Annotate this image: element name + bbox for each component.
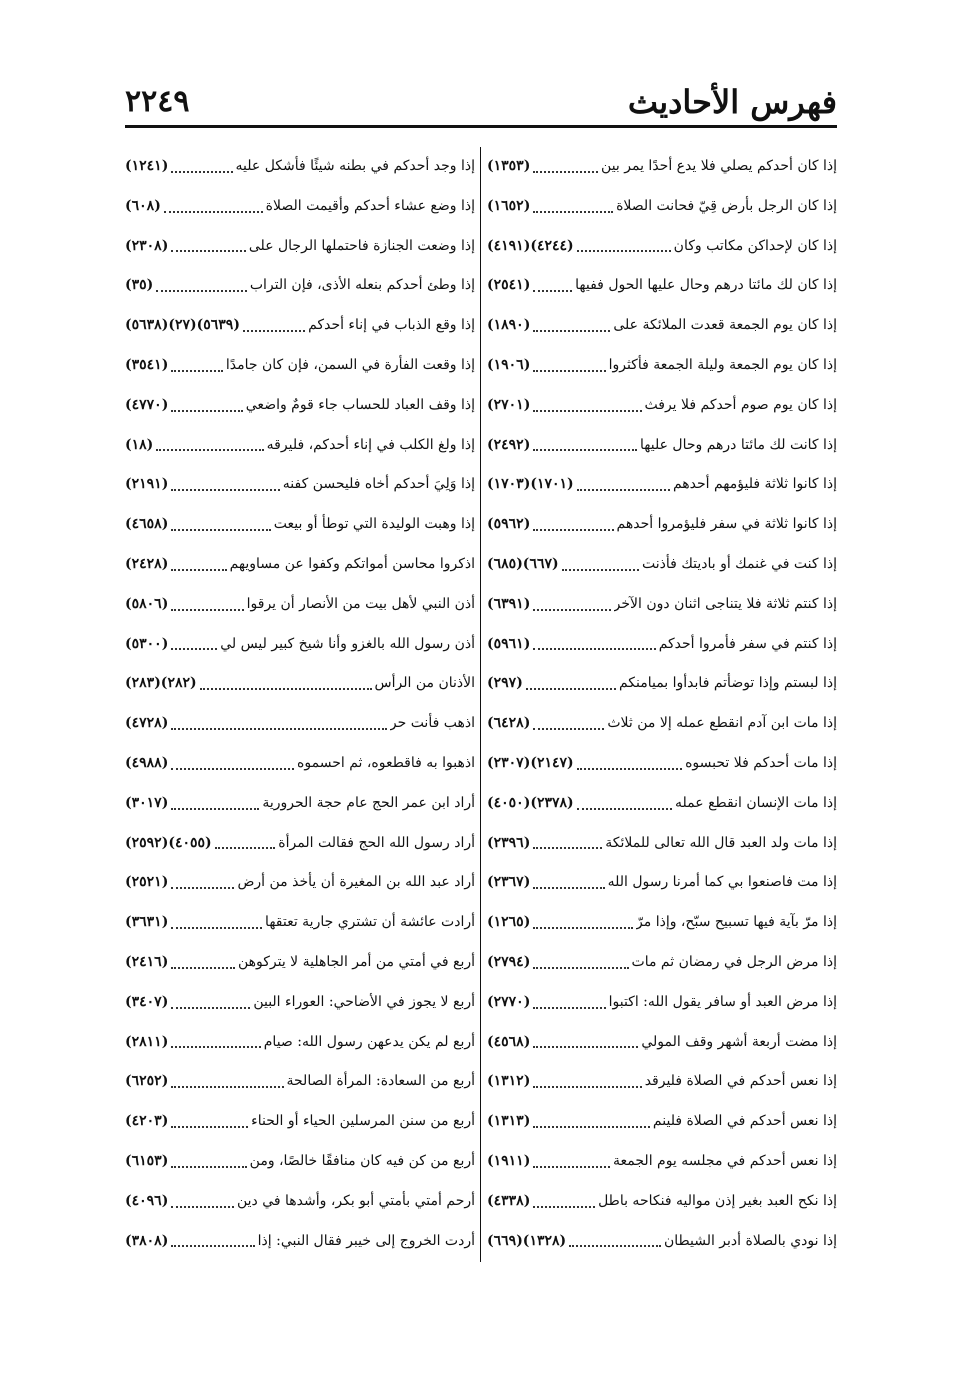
index-entry <box>487 625 837 665</box>
dot-leader <box>533 1086 641 1088</box>
index-entry <box>125 1142 475 1182</box>
index-entry <box>125 704 475 744</box>
hadith-text: اذهبوا به فاقطعوه، ثم احسموه <box>297 754 475 771</box>
hadith-reference-number: (٢٣٠٨) <box>125 237 169 254</box>
hadith-text: إذا نكح العبد بغير إذن مواليه فنكاحه باطل <box>598 1192 837 1209</box>
hadith-text: إذا مات أحدكم فلا تحبسوه <box>685 754 837 771</box>
hadith-reference-number: (٤٧٧٠) <box>125 396 169 413</box>
hadith-text: إذا وقف العباد للحساب جاء قومٌ واضعي <box>245 396 475 413</box>
hadith-reference-number: (١٨) <box>125 436 154 453</box>
hadith-reference-number: (٤٦٥٨) <box>125 516 169 533</box>
dot-leader <box>171 808 259 810</box>
hadith-text: الأذنان من الرأس <box>374 675 475 692</box>
hadith-text: إذا نعس أحدكم في مجلسه يوم الجمعة <box>613 1152 837 1169</box>
index-entry <box>125 545 475 585</box>
dot-leader <box>533 1126 650 1128</box>
dot-leader <box>533 1206 595 1208</box>
dot-leader <box>171 768 294 770</box>
dot-leader <box>533 1046 638 1048</box>
dot-leader <box>533 370 605 372</box>
hadith-reference-number: (٥٩٦١) <box>487 635 531 652</box>
dot-leader <box>533 171 598 173</box>
index-column-left <box>125 147 475 1262</box>
index-entry <box>125 1182 475 1222</box>
dot-leader <box>215 847 276 849</box>
hadith-reference-number: (٢٥٤١) <box>487 277 531 294</box>
index-entry <box>487 824 837 864</box>
hadith-text: اذهب فأنت حر <box>389 715 475 732</box>
index-entry <box>487 744 837 784</box>
dot-leader <box>569 1245 661 1247</box>
index-column-right <box>487 147 837 1262</box>
dot-leader <box>533 211 613 213</box>
dot-leader <box>533 967 628 969</box>
dot-leader <box>533 728 604 730</box>
hadith-text: إذا كان لك مائتا درهم وحال عليها الحول ففيها <box>575 277 837 294</box>
index-entry <box>125 784 475 824</box>
hadith-reference-number: (١٣١٣) <box>487 1113 531 1130</box>
hadith-text: إذا كانوا ثلاثة فليؤمهم أحدهم <box>672 476 837 493</box>
hadith-reference-number: (٦٦٧)(٦٨٥) <box>487 555 559 572</box>
hadith-reference-number: (١٢٦٥) <box>487 914 531 931</box>
dot-leader <box>171 1046 260 1048</box>
dot-leader <box>533 927 633 929</box>
hadith-text: أراد ابن عمر الحج عام حجة الحرورية <box>262 794 475 811</box>
hadith-text: إذا كان يوم صوم أحدكم فلا يرفث <box>644 396 837 413</box>
dot-leader <box>171 569 226 571</box>
hadith-text: إذا مضت أربعة أشهر وقف المولي <box>641 1033 837 1050</box>
dot-leader <box>533 330 610 332</box>
hadith-reference-number: (٥٣٠٠) <box>125 635 169 652</box>
dot-leader <box>171 648 217 650</box>
hadith-text: إذا مرّ بآية فيها تسبيح سبّح، وإذا مرّ <box>636 914 837 931</box>
hadith-text: إذا مت فاصنعوا بي كما أمرنا رسول الله <box>607 874 837 891</box>
index-entry <box>125 943 475 983</box>
dot-leader <box>533 648 655 650</box>
hadith-text: إذا لبستم وإذا توضأتم فابدأوا بميامنكم <box>618 675 837 692</box>
hadith-reference-number: (٦٤٢٨) <box>487 715 531 732</box>
hadith-text: أذن النبي لأهل بيت من الأنصار أن يرقوا <box>246 595 475 612</box>
hadith-text: إذا كان أحدكم يصلي فلا يدع أحدًا يمر بين <box>601 158 837 174</box>
dot-leader <box>171 489 279 491</box>
hadith-reference-number: (٣٥) <box>125 277 154 294</box>
hadith-reference-number: (٢٩٧) <box>487 675 523 692</box>
index-entry <box>125 625 475 665</box>
hadith-reference-number: (٢٨١١) <box>125 1033 169 1050</box>
index-entry <box>125 147 475 187</box>
hadith-reference-number: (٣٠١٧) <box>125 794 169 811</box>
index-entry <box>487 585 837 625</box>
hadith-reference-number: (٤٥٦٨) <box>487 1033 531 1050</box>
hadith-text: أربع من كن فيه كان منافقًا خالصًا، ومن <box>249 1152 475 1169</box>
hadith-reference-number: (١٣٥٣) <box>487 158 531 174</box>
index-entry <box>125 346 475 386</box>
hadith-reference-number: (١٩٠٦) <box>487 356 531 373</box>
index-entry <box>487 545 837 585</box>
hadith-reference-number: (٢١٤٧)(٢٣٠٧) <box>487 754 574 771</box>
index-entry <box>125 585 475 625</box>
hadith-text: أراد رسول الله الحج فقالت المرأة <box>278 834 475 851</box>
index-entry <box>487 465 837 505</box>
index-entry <box>125 266 475 306</box>
index-entry <box>487 187 837 227</box>
hadith-text: إذا كنت في غنمك أو باديتك فأذنت <box>642 555 837 572</box>
hadith-reference-number: (٢٣٧٨)(٤٠٥٠) <box>487 794 574 811</box>
dot-leader <box>533 410 641 412</box>
hadith-reference-number: (٤٠٥٥)(٢٥٩٢) <box>125 834 212 851</box>
hadith-text: أربع لا يجوز في الأضاحي: العوراء البين <box>253 993 475 1010</box>
hadith-reference-number: (٥٩٦٢) <box>487 516 531 533</box>
index-entry <box>487 1222 837 1262</box>
index-entry <box>487 147 837 187</box>
index-entry <box>487 386 837 426</box>
index-entry <box>487 983 837 1023</box>
hadith-text: إذا مات ابن آدم انقطع عمله إلا من ثلاث <box>607 715 837 732</box>
dot-leader <box>171 1126 248 1128</box>
dot-leader <box>171 1206 234 1208</box>
hadith-reference-number: (٥٨٠٦) <box>125 595 169 612</box>
hadith-text: إذا وهبت الوليدة التي توطأ أو بيعت <box>273 516 475 533</box>
dot-leader <box>533 449 637 451</box>
index-entry <box>487 784 837 824</box>
index-entry <box>125 187 475 227</box>
dot-leader <box>156 449 263 451</box>
dot-leader <box>533 1007 605 1009</box>
index-entry <box>125 1023 475 1063</box>
hadith-text: أربع في أمتي من أمر الجاهلية لا يتركوهن <box>237 953 475 970</box>
index-entry <box>487 266 837 306</box>
hadith-text: إذا كان يوم الجمعة وليلة الجمعة فأكثروا <box>608 356 837 373</box>
index-entry <box>487 863 837 903</box>
hadith-text: أربع من سنن المرسلين الحياء أو الحناء <box>251 1113 475 1130</box>
dot-leader <box>171 967 235 969</box>
index-entry <box>125 983 475 1023</box>
page-header <box>125 80 837 128</box>
hadith-text: أذن رسول الله بالغزو وأنا شيخ كبير ليس لي <box>220 635 475 652</box>
hadith-reference-number: (٤٩٨٨) <box>125 754 169 771</box>
dot-leader <box>171 927 262 929</box>
dot-leader <box>533 290 572 292</box>
dot-leader <box>577 768 682 770</box>
hadith-reference-number: (٢٤٢٨) <box>125 555 169 572</box>
hadith-reference-number: (٣٨٠٨) <box>125 1232 169 1249</box>
index-entry <box>125 664 475 704</box>
dot-leader <box>171 728 387 730</box>
hadith-reference-number: (٤٧٢٨) <box>125 715 169 732</box>
dot-leader <box>533 887 604 889</box>
dot-leader <box>171 609 243 611</box>
index-entry <box>125 505 475 545</box>
dot-leader <box>577 250 671 252</box>
hadith-reference-number: (٥٦٣٩)(٢٧)(٥٦٣٨) <box>125 317 240 334</box>
hadith-reference-number: (٢٣٩٦) <box>487 834 531 851</box>
hadith-reference-number: (٦٣٩١) <box>487 595 531 612</box>
index-entry <box>487 346 837 386</box>
dot-leader <box>562 569 639 571</box>
column-divider <box>480 147 481 1262</box>
hadith-reference-number: (٦١٥٣) <box>125 1152 169 1169</box>
hadith-text: إذا كان لإحداكن مكاتب وكان <box>673 237 837 254</box>
hadith-text: إذا مات ولد العبد قال الله تعالى للملائكة <box>605 834 837 851</box>
hadith-text: إذا مرض الرجل في رمضان ثم مات <box>631 953 837 970</box>
hadith-reference-number: (٢١٩١) <box>125 476 169 493</box>
hadith-reference-number: (١٣١٢) <box>487 1073 531 1090</box>
index-entry <box>125 386 475 426</box>
hadith-text: أربع من السعادة: المرأة الصالحة <box>286 1073 475 1090</box>
hadith-reference-number: (٢٧٩٤) <box>487 953 531 970</box>
dot-leader <box>164 211 263 213</box>
hadith-reference-number: (٢٥٢١) <box>125 874 169 891</box>
dot-leader <box>171 410 242 412</box>
index-entry <box>125 1222 475 1262</box>
hadith-text: إذا مات الإنسان انقطع عمله <box>675 794 837 811</box>
index-entry <box>487 903 837 943</box>
hadith-text: إذا نعس أحدكم في الصلاة فليرقد <box>644 1073 837 1090</box>
hadith-text: إذا وقع الذباب في إناء أحدكم <box>308 317 475 334</box>
hadith-text: إذا وَلِيَ أحدكم أخاه فليحسن كفنه <box>282 476 475 493</box>
hadith-text: إذا نودي بالصلاة أدبر الشيطان <box>663 1232 837 1249</box>
dot-leader <box>171 1007 250 1009</box>
hadith-text: إذا كنتم ثلاثة فلا يتناجى اثنان دون الآخر <box>613 595 837 612</box>
hadith-reference-number: (٤٣٣٨) <box>487 1192 531 1209</box>
hadith-reference-number: (١٣٢٨)(٦٦٩) <box>487 1232 567 1249</box>
index-entry <box>487 227 837 267</box>
page-number: ٢٢٤٩ <box>125 84 190 119</box>
dot-leader <box>533 529 613 531</box>
hadith-reference-number: (٢٣٦٧) <box>487 874 531 891</box>
hadith-text: إذا كانت لك مائتا درهم وحال عليها <box>640 436 837 453</box>
index-entry <box>487 704 837 744</box>
hadith-reference-number: (١٩١١) <box>487 1152 531 1169</box>
hadith-text: إذا وضعت الجنازة فاحتملها الرجال على <box>248 237 475 254</box>
index-entry <box>125 227 475 267</box>
index-entry <box>487 1142 837 1182</box>
dot-leader <box>171 529 270 531</box>
hadith-reference-number: (٣٦٣١) <box>125 914 169 931</box>
hadith-text: أرادت عائشة أن تشتري جارية تعتقها <box>265 914 475 931</box>
hadith-text: إذا كنتم في سفر فأمروا أحدكم <box>658 635 837 652</box>
hadith-text: أراد عبد الله بن المغيرة أن يأخذ من أرض <box>237 874 475 891</box>
hadith-reference-number: (٤٠٩٦) <box>125 1192 169 1209</box>
dot-leader <box>171 1245 254 1247</box>
dot-leader <box>533 609 610 611</box>
index-entry <box>125 426 475 466</box>
hadith-text: اذكروا محاسن أمواتكم وكفوا عن مساويهم <box>229 555 475 572</box>
index-entry <box>487 505 837 545</box>
hadith-reference-number: (١٦٥٢) <box>487 197 531 214</box>
hadith-reference-number: (٦٠٨) <box>125 197 161 214</box>
hadith-text: إذا وقعت الفأرة في السمن، فإن كان جامدًا <box>225 356 475 373</box>
dot-leader <box>171 171 232 173</box>
index-entry <box>487 1102 837 1142</box>
index-entry <box>125 1062 475 1102</box>
dot-leader <box>243 330 305 332</box>
dot-leader <box>526 688 616 690</box>
hadith-text: إذا وطئ أحدكم بنعله الأذى، فإن التراب <box>249 277 475 294</box>
hadith-reference-number: (٣٤٠٧) <box>125 993 169 1010</box>
hadith-text: أربع لم يكن يدعهن رسول الله: صيام <box>263 1033 475 1050</box>
index-entry <box>487 1182 837 1222</box>
index-entry <box>125 863 475 903</box>
dot-leader <box>156 290 247 292</box>
dot-leader <box>533 1166 610 1168</box>
hadith-reference-number: (٤٢٠٣) <box>125 1113 169 1130</box>
hadith-text: أردت الخروج إلى خيبر فقال النبي: إذا <box>257 1232 475 1249</box>
hadith-reference-number: (١٢٤١) <box>125 158 169 174</box>
dot-leader <box>171 1166 246 1168</box>
hadith-text: أرحم أمتي بأمتي أبو بكر، وأشدها في دين <box>236 1192 475 1209</box>
index-entry <box>125 744 475 784</box>
dot-leader <box>171 887 234 889</box>
hadith-reference-number: (٤٢٤٤)(٤١٩١) <box>487 237 574 254</box>
hadith-text: إذا كان يوم الجمعة قعدت الملائكة على <box>613 317 837 334</box>
index-entry <box>125 824 475 864</box>
hadith-text: إذا ولغ الكلب في إناء أحدكم، فليرقه <box>266 436 475 453</box>
hadith-reference-number: (٣٥٤١) <box>125 356 169 373</box>
index-entry <box>487 943 837 983</box>
index-entry <box>125 465 475 505</box>
hadith-reference-number: (٢٧٠١) <box>487 396 531 413</box>
dot-leader <box>171 1086 283 1088</box>
dot-leader <box>577 489 670 491</box>
hadith-reference-number: (٦٢٥٢) <box>125 1073 169 1090</box>
hadith-reference-number: (١٧٠١)(١٧٠٣) <box>487 476 574 493</box>
hadith-reference-number: (٢٤١٦) <box>125 953 169 970</box>
dot-leader <box>171 250 246 252</box>
hadith-reference-number: (٢٧٧٠) <box>487 993 531 1010</box>
page-title: فهرس الأحاديث <box>627 83 837 121</box>
hadith-text: إذا وضع عشاء أحدكم وأقيمت الصلاة <box>265 197 475 214</box>
hadith-reference-number: (١٨٩٠) <box>487 317 531 334</box>
hadith-text: إذا مرض العبد أو سافر يقول الله: اكتبوا <box>608 993 837 1010</box>
dot-leader <box>533 847 602 849</box>
hadith-reference-number: (٢٤٩٢) <box>487 436 531 453</box>
index-entry <box>487 664 837 704</box>
hadith-text: إذا وجد أحدكم في بطنه شيئًا فأشكل عليه <box>235 158 475 174</box>
hadith-text: إذا كانوا ثلاثة في سفر فليؤمروا أحدهم <box>616 516 837 533</box>
dot-leader <box>200 688 372 690</box>
hadith-text: إذا كان الرجل بأرض قِيّ فحانت الصلاة <box>616 197 837 214</box>
index-entry <box>487 426 837 466</box>
hadith-reference-number: (٢٨٢)(٢٨٣) <box>125 675 197 692</box>
index-entry <box>125 1102 475 1142</box>
index-entry <box>487 306 837 346</box>
dot-leader <box>171 370 223 372</box>
hadith-text: إذا نعس أحدكم في الصلاة فلينم <box>652 1113 837 1130</box>
dot-leader <box>577 808 672 810</box>
index-entry <box>125 903 475 943</box>
index-entry <box>125 306 475 346</box>
index-entry <box>487 1062 837 1102</box>
index-entry <box>487 1023 837 1063</box>
